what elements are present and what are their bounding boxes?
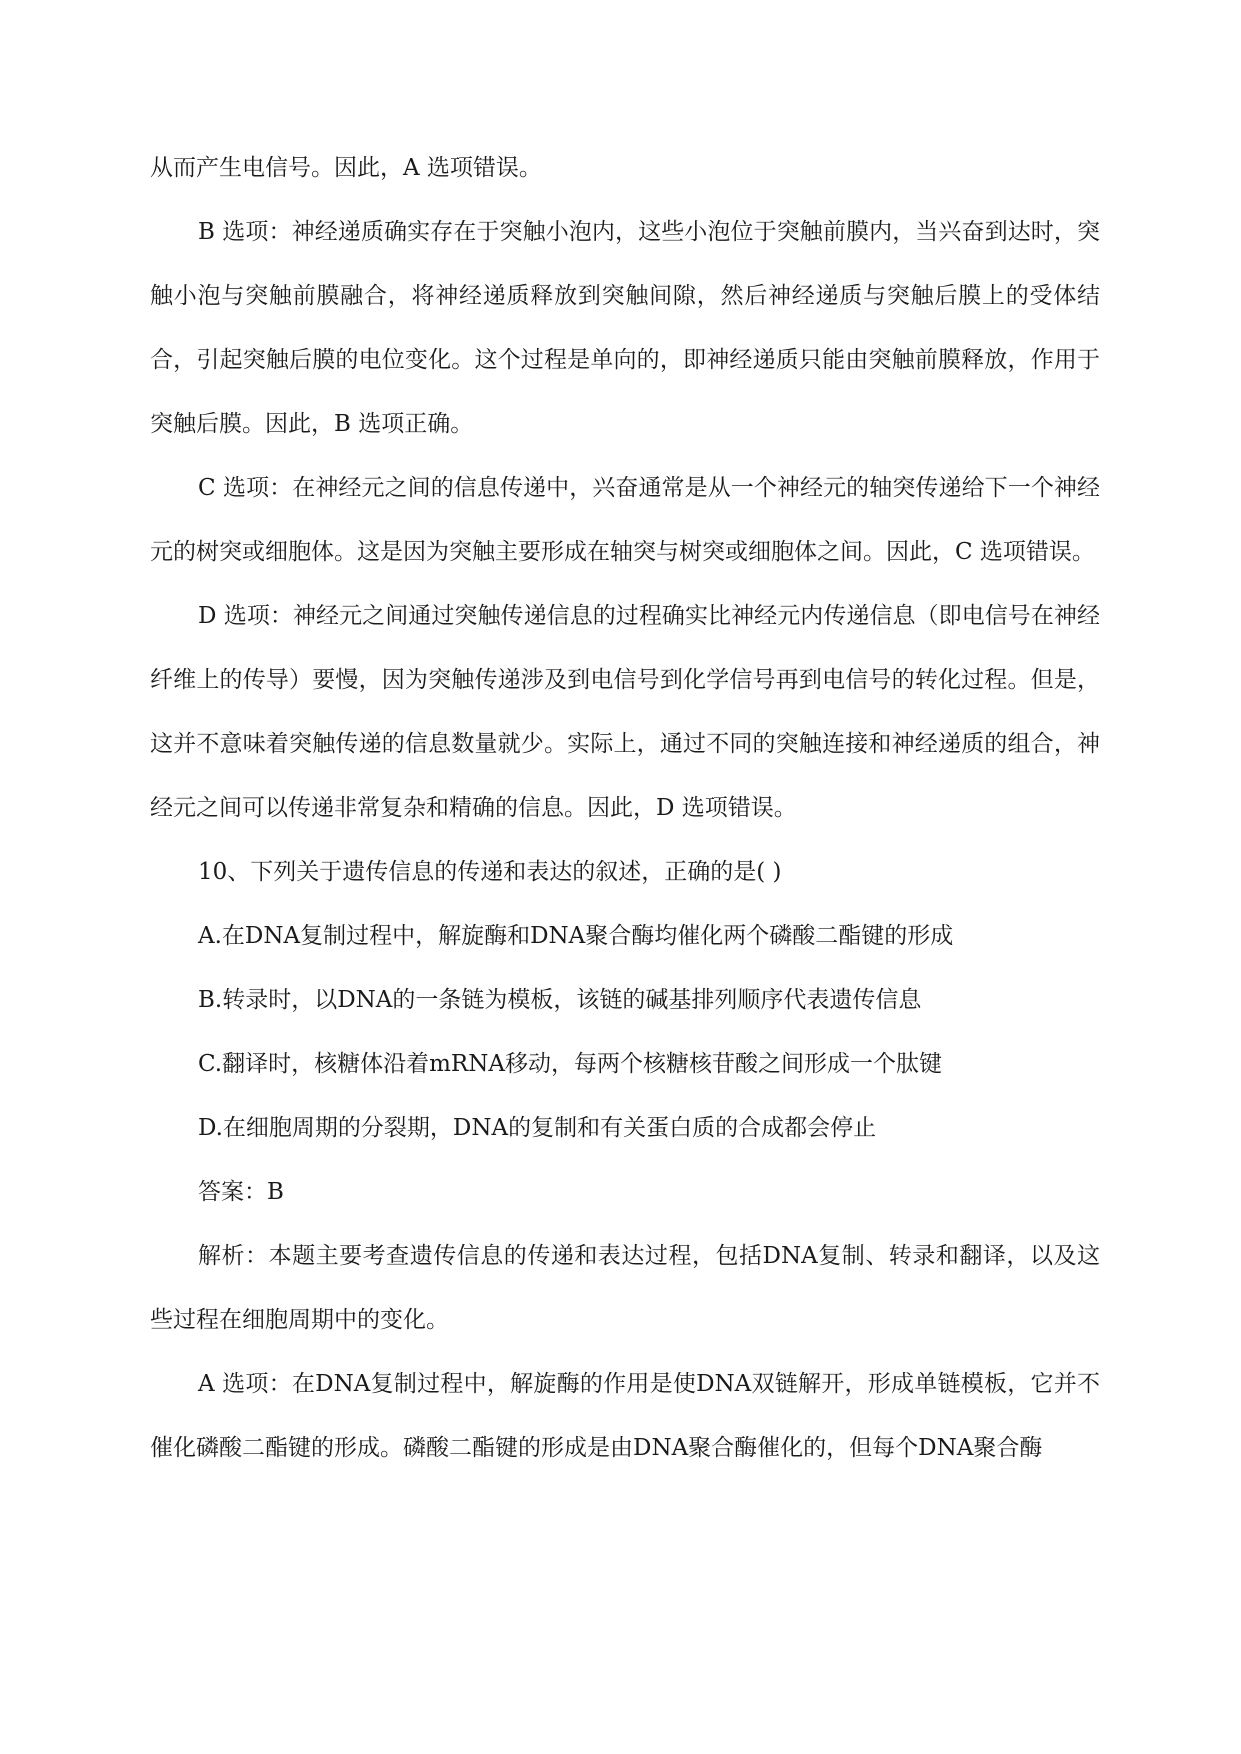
paragraph-continuation: 从而产生电信号。因此，A 选项错误。 — [150, 155, 542, 181]
answer-line: 答案：B — [198, 1179, 284, 1205]
question-stem: 10、下列关于遗传信息的传递和表达的叙述，正确的是( ) — [198, 859, 782, 885]
question-option-b: B.转录时，以DNA的一条链为模板，该链的碱基排列顺序代表遗传信息 — [198, 987, 922, 1013]
paragraph-option-d-analysis: D 选项：神经元之间通过突触传递信息的过程确实比神经元内传递信息（即电信号在神经纤维上的传导）要慢，因为突触传递涉及到电信号到化学信号再到电信号的转化过程。但是，这并不意味着突触传递的信息数量就少。实际上，通过不同的突触连接和神经递质的组合，神经元之间可以传递非常复杂和精确的信息。因此，D 选项错误。 — [150, 603, 1100, 821]
question-option-a: A.在DNA复制过程中，解旋酶和DNA聚合酶均催化两个磷酸二酯键的形成 — [198, 923, 954, 949]
paragraph-option-c-analysis: C 选项：在神经元之间的信息传递中，兴奋通常是从一个神经元的轴突传递给下一个神经元的树突或细胞体。这是因为突触主要形成在轴突与树突或细胞体之间。因此，C 选项错误。 — [150, 475, 1100, 565]
analysis-option-a: A 选项：在DNA复制过程中，解旋酶的作用是使DNA双链解开，形成单链模板，它并不催化磷酸二酯键的形成。磷酸二酯键的形成是由DNA聚合酶催化的，但每个DNA聚合酶 — [150, 1371, 1100, 1461]
paragraph-option-b-analysis: B 选项：神经递质确实存在于突触小泡内，这些小泡位于突触前膜内，当兴奋到达时，突触小泡与突触前膜融合，将神经递质释放到突触间隙，然后神经递质与突触后膜上的受体结合，引起突触后膜的电位变化。这个过程是单向的，即神经递质只能由突触前膜释放，作用于突触后膜。因此，B 选项正确。 — [150, 219, 1100, 437]
question-option-c: C.翻译时，核糖体沿着mRNA移动，每两个核糖核苷酸之间形成一个肽键 — [198, 1051, 942, 1077]
question-10 — [150, 840, 1100, 1480]
analysis-intro: 解析：本题主要考查遗传信息的传递和表达过程，包括DNA复制、转录和翻译，以及这些过程在细胞周期中的变化。 — [150, 1243, 1100, 1333]
question-option-d: D.在细胞周期的分裂期，DNA的复制和有关蛋白质的合成都会停止 — [198, 1115, 877, 1141]
document-page — [150, 136, 1100, 1480]
